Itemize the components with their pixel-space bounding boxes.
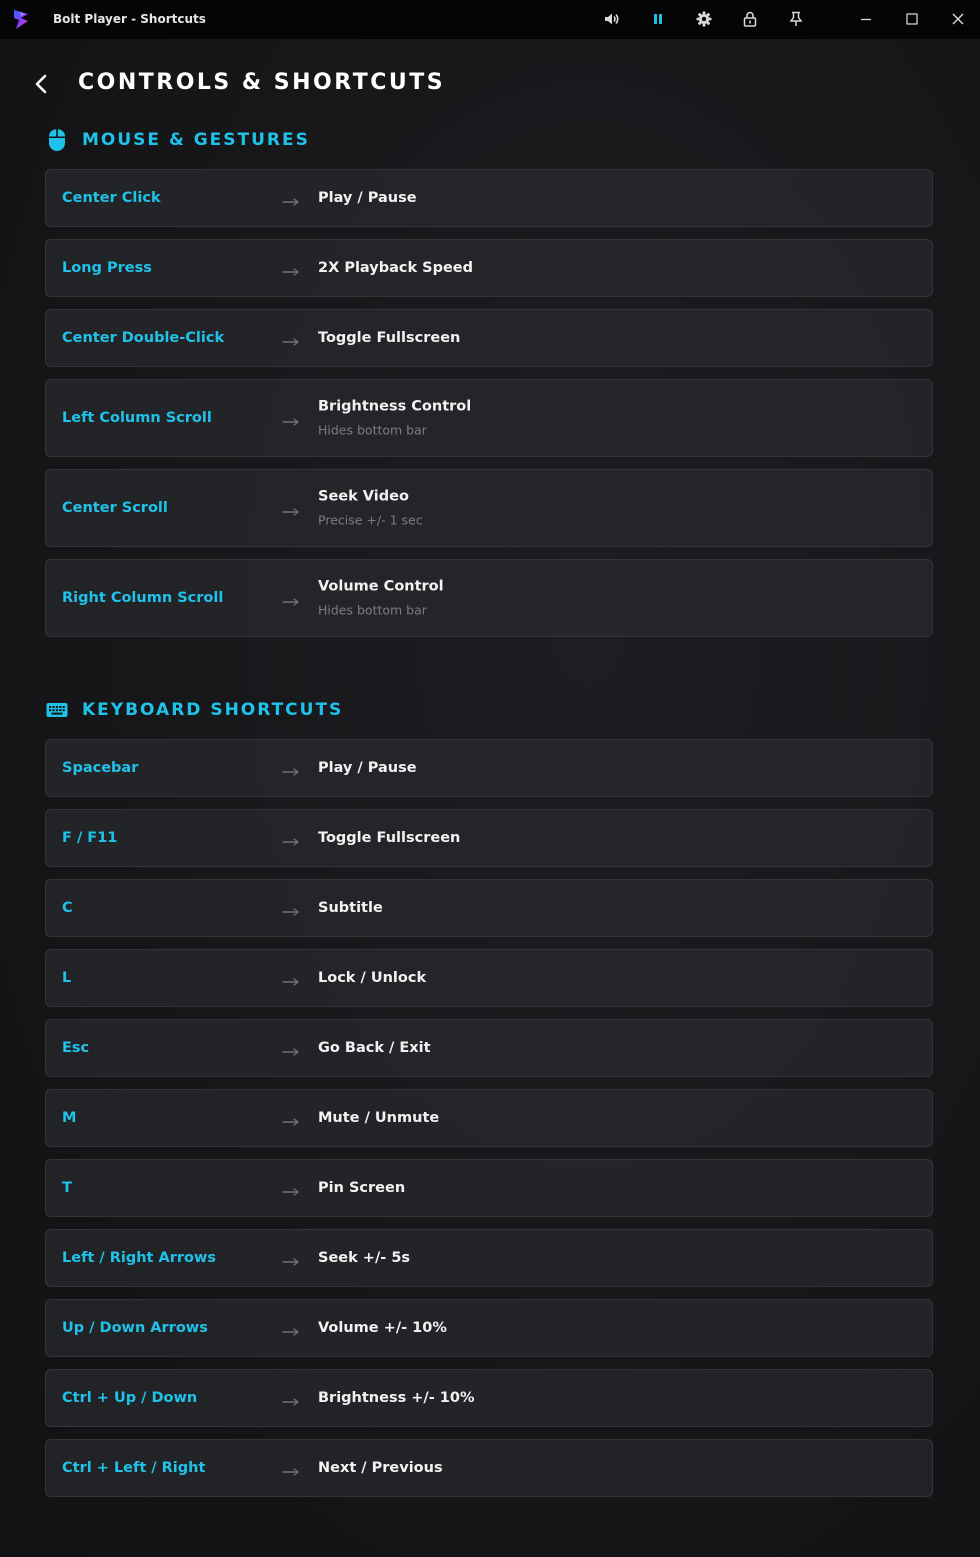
shortcut-key: Up / Down Arrows [62,1320,208,1336]
volume-icon[interactable] [603,10,621,28]
pin-icon[interactable] [787,10,805,28]
arrow-right-icon [282,1252,300,1262]
shortcut-row [45,809,933,867]
shortcut-action [318,760,417,776]
shortcut-action-label: Pin Screen [318,1180,406,1196]
shortcut-action-note: Precise +/- 1 sec [318,512,423,528]
keyboard-section-title: KEYBOARD SHORTCUTS [82,700,344,720]
shortcut-action [318,1460,443,1476]
shortcut-action-label: Volume +/- 10% [318,1320,447,1336]
page-title: CONTROLS & SHORTCUTS [78,70,446,95]
shortcut-action [318,900,383,916]
shortcut-action [318,399,471,438]
shortcut-action [318,260,473,276]
shortcut-action [318,489,423,528]
shortcut-key: Left Column Scroll [62,410,212,426]
shortcut-key: Ctrl + Left / Right [62,1460,206,1476]
shortcut-key: Center Click [62,190,161,206]
shortcut-row [45,1229,933,1287]
shortcut-key: L [62,970,72,986]
shortcut-key: Spacebar [62,760,139,776]
chevron-left-icon [34,73,48,95]
arrow-right-icon [282,412,300,422]
shortcut-row [45,1369,933,1427]
arrow-right-icon [282,1112,300,1122]
arrow-right-icon [282,1322,300,1332]
shortcut-action-note: Hides bottom bar [318,422,427,438]
arrow-right-icon [282,1182,300,1192]
arrow-right-icon [282,832,300,842]
shortcut-row [45,169,933,227]
shortcut-action [318,330,460,346]
shortcut-action-label: 2X Playback Speed [318,260,474,276]
shortcut-action [318,830,460,846]
pause-icon[interactable] [649,10,667,28]
shortcut-action-label: Toggle Fullscreen [318,330,461,346]
arrow-right-icon [282,1462,300,1472]
shortcut-key: Right Column Scroll [62,590,224,606]
shortcut-action [318,970,426,986]
shortcut-row [45,239,933,297]
arrow-right-icon [282,332,300,342]
arrow-right-icon [282,502,300,512]
shortcut-action [318,1110,439,1126]
shortcut-action-label: Lock / Unlock [318,970,427,986]
mouse-icon [46,129,68,151]
arrow-right-icon [282,262,300,272]
shortcut-key: C [62,900,73,916]
arrow-right-icon [282,1042,300,1052]
back-button[interactable] [30,70,52,98]
shortcut-row [45,559,933,637]
minimize-icon[interactable] [857,10,875,28]
shortcut-row [45,309,933,367]
arrow-right-icon [282,972,300,982]
shortcut-row [45,949,933,1007]
shortcut-action-label: Subtitle [318,900,383,916]
lock-icon[interactable] [741,10,759,28]
shortcut-action [318,1320,447,1336]
keyboard-section-header [46,696,343,724]
arrow-right-icon [282,592,300,602]
shortcut-action-label: Go Back / Exit [318,1040,431,1056]
shortcut-row [45,1299,933,1357]
arrow-right-icon [282,902,300,912]
shortcut-action-label: Volume Control [318,578,444,595]
shortcut-key: M [62,1110,77,1126]
page-header [0,62,980,106]
app-logo-icon [11,8,33,30]
shortcut-action [318,1180,405,1196]
shortcut-action [318,1390,475,1406]
shortcut-action [318,1040,431,1056]
shortcut-key: Center Scroll [62,500,168,516]
shortcut-key: Center Double-Click [62,330,225,346]
shortcut-row [45,1089,933,1147]
mouse-section-title: MOUSE & GESTURES [82,130,310,150]
keyboard-icon [46,699,68,721]
arrow-right-icon [282,192,300,202]
shortcut-action-label: Toggle Fullscreen [318,830,461,846]
shortcut-action-label: Mute / Unmute [318,1110,440,1126]
shortcut-action [318,1250,410,1266]
shortcut-row [45,379,933,457]
shortcut-row [45,739,933,797]
window-title: Bolt Player - Shortcuts [53,12,206,26]
shortcut-row [45,1019,933,1077]
shortcut-action-label: Seek +/- 5s [318,1250,411,1266]
shortcut-key: T [62,1180,72,1196]
shortcut-key: Esc [62,1040,90,1056]
shortcut-row [45,469,933,547]
maximize-icon[interactable] [903,10,921,28]
shortcut-action-label: Brightness +/- 10% [318,1390,475,1406]
title-bar [0,0,980,39]
arrow-right-icon [282,762,300,772]
shortcut-action-label: Play / Pause [318,190,417,206]
shortcut-action [318,579,444,618]
shortcut-key: Long Press [62,260,152,276]
shortcut-action [318,190,417,206]
shortcut-row [45,879,933,937]
shortcut-key: F / F11 [62,830,118,846]
shortcut-action-label: Play / Pause [318,760,417,776]
shortcut-key: Left / Right Arrows [62,1250,217,1266]
shortcut-row [45,1439,933,1497]
mouse-section-header [46,126,310,154]
shortcut-action-label: Brightness Control [318,398,472,415]
close-icon[interactable] [949,10,967,28]
shortcut-action-note: Hides bottom bar [318,602,427,618]
shortcut-row [45,1159,933,1217]
shortcut-action-label: Next / Previous [318,1460,443,1476]
gear-icon[interactable] [695,10,713,28]
arrow-right-icon [282,1392,300,1402]
shortcut-key: Ctrl + Up / Down [62,1390,198,1406]
shortcut-action-label: Seek Video [318,488,409,505]
